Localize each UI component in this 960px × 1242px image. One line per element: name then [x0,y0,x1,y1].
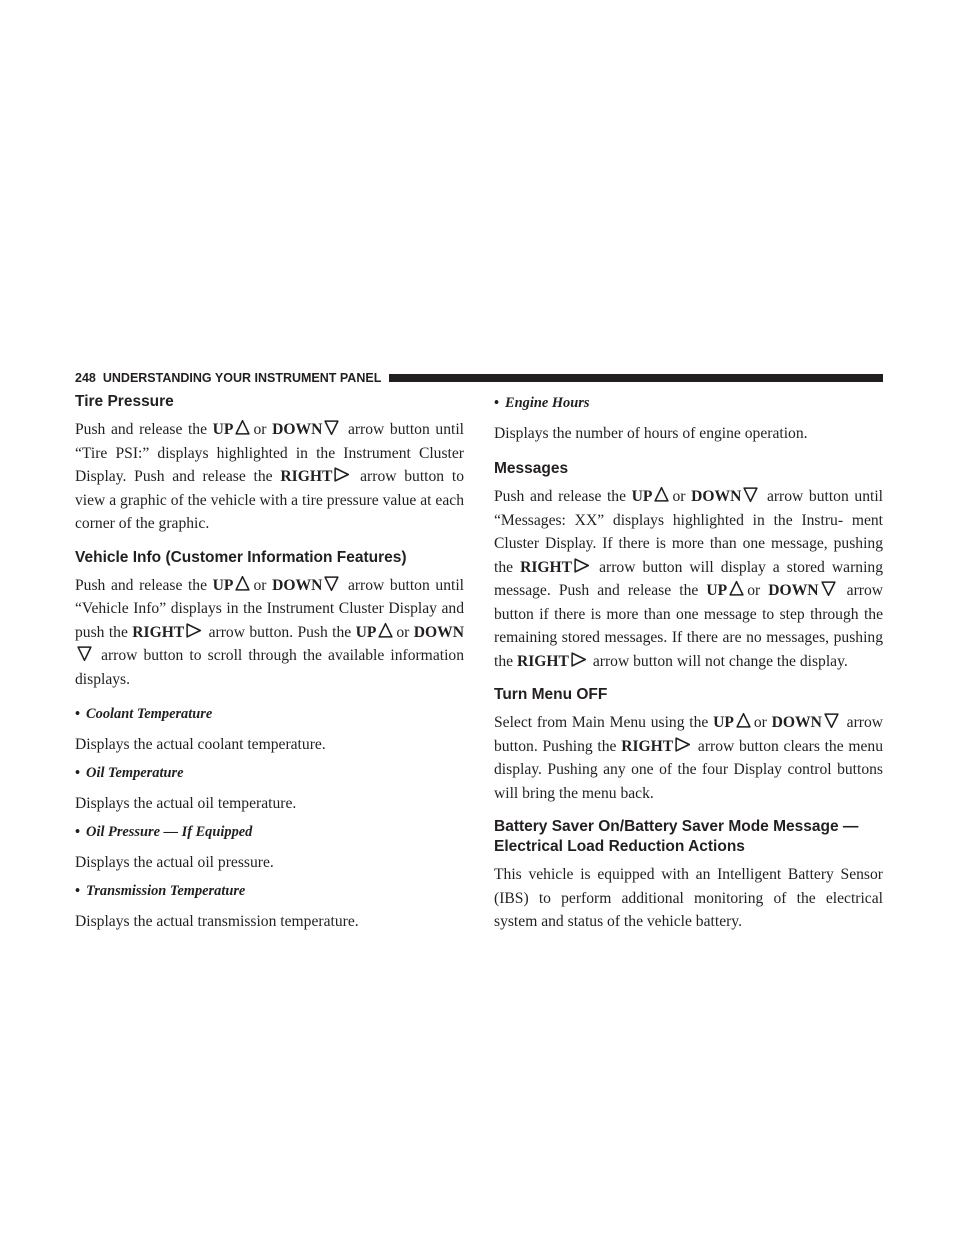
right-column [494,392,883,934]
section-title: UNDERSTANDING YOUR INSTRUMENT PANEL [102,371,382,385]
list-item-description: Displays the number of hours of engine operation. [494,424,808,442]
tire-pressure-paragraph [75,418,464,536]
tire-pressure-heading: Tire Pressure [75,393,174,410]
text-run: Push and release the [75,421,213,438]
text-run: Push and release the [75,576,213,594]
right-arrow-icon [674,736,691,753]
list-item [75,762,464,786]
text-run: arrow button to scroll through the available information displays. [75,647,464,688]
text-run: arrow button. Pushing the [494,714,884,755]
bullet-dot: • [75,824,81,840]
up-button-label: UP [355,623,377,641]
up-arrow-icon [234,419,251,436]
list-item-description: Displays the actual coolant temperature. [75,735,326,753]
page-number: 248 [75,371,96,385]
down-arrow-icon [323,575,340,592]
down-button-label: DOWN [413,623,464,641]
list-item-label: Oil Temperature [86,765,184,781]
down-arrow-icon [76,645,93,662]
list-item-description: Displays the actual oil temperature. [75,794,297,812]
bullet-dot: • [75,765,81,781]
down-arrow-icon [742,486,759,503]
up-button-label: UP [706,582,728,599]
or-word: or [747,582,761,599]
up-button-label: UP [631,488,653,505]
battery-saver-heading [494,817,883,857]
list-item [75,880,464,904]
messages-paragraph [494,485,883,673]
text-run: arrow button. Push the [204,623,356,641]
battery-saver-paragraph: This vehicle is equipped with an Intelligent Battery Sensor (IBS) to perform additional monitoring of the electrical system and status of the vehicle battery. [494,866,883,930]
down-button-label: DOWN [768,582,819,599]
down-arrow-icon [820,580,837,597]
bullet-dot: • [75,706,81,722]
vehicle-info-heading: Vehicle Info (Customer Information Features) [75,548,407,566]
up-arrow-icon [653,486,670,503]
or-word: or [753,714,767,731]
text-run: Push and release the [494,488,632,505]
or-word: or [253,576,267,594]
right-arrow-icon [333,466,350,483]
right-button-label: RIGHT [132,623,185,641]
messages-heading: Messages [494,460,569,477]
text-run: arrow button will not change the display. [588,652,848,670]
right-button-label: RIGHT [516,652,569,670]
vehicle-info-paragraph [75,574,464,692]
right-button-label: RIGHT [280,468,333,485]
list-item [75,703,464,727]
down-button-label: DOWN [272,421,323,438]
right-button-label: RIGHT [520,558,573,576]
or-word: or [672,488,686,505]
right-arrow-icon [573,557,590,574]
page-header [75,370,883,386]
list-item-label: Transmission Temperature [86,883,246,899]
text-run: Select from Main Menu using the [494,714,714,731]
turn-menu-off-heading: Turn Menu OFF [494,686,608,703]
left-column [75,392,464,933]
list-item [494,392,883,416]
down-arrow-icon [823,712,840,729]
up-arrow-icon [234,575,251,592]
text-run: arrow button until “Messages: XX” displays highlighted in the Instru- ment Cluster Display. If there is more than one message, pushing the [494,488,883,576]
list-item-label: Oil Pressure — If Equipped [86,824,253,840]
or-word: or [396,623,410,641]
text-run: arrow button will display a stored warning message. Push and release the [494,558,883,599]
up-button-label: UP [713,714,734,731]
right-arrow-icon [570,651,587,668]
heading-line: Electrical Load Reduction Actions [494,838,745,855]
up-arrow-icon [735,712,752,729]
right-button-label: RIGHT [621,737,674,755]
turn-menu-off-paragraph [494,711,883,805]
header-rule [389,374,883,382]
text-run: arrow button until “Tire PSI:” displays highlighted in the Instrument Cluster Display. Push and release the [75,421,464,485]
bullet-dot: • [494,395,500,411]
or-word: or [253,421,267,438]
down-button-label: DOWN [691,488,742,505]
up-arrow-icon [728,580,745,597]
up-button-label: UP [212,421,234,438]
down-button-label: DOWN [771,714,822,731]
right-arrow-icon [185,622,202,639]
up-button-label: UP [212,576,234,594]
up-arrow-icon [377,622,394,639]
bullet-dot: • [75,883,81,899]
heading-line: Battery Saver On/Battery Saver Mode Message — [494,818,859,835]
list-item-label: Coolant Temperature [86,706,213,722]
down-button-label: DOWN [272,576,323,594]
list-item-description: Displays the actual oil pressure. [75,853,274,871]
list-item [75,821,464,845]
list-item-label: Engine Hours [505,395,590,411]
list-item-description: Displays the actual transmission temperature. [75,912,359,930]
text-run: arrow button until “Vehicle Info” displays in the Instrument Cluster Display and push the [75,576,464,641]
text-run: arrow button clears the menu display. Pushing any one of the four Display control buttons will bring the menu back. [494,737,883,802]
text-run: arrow button if there is more than one message to step through the remaining stored messages. If there are no messages, pushing the [494,582,884,670]
down-arrow-icon [323,419,340,436]
text-run: arrow button to view a graphic of the vehicle with a tire pressure value at each corner of the graphic. [75,468,464,532]
